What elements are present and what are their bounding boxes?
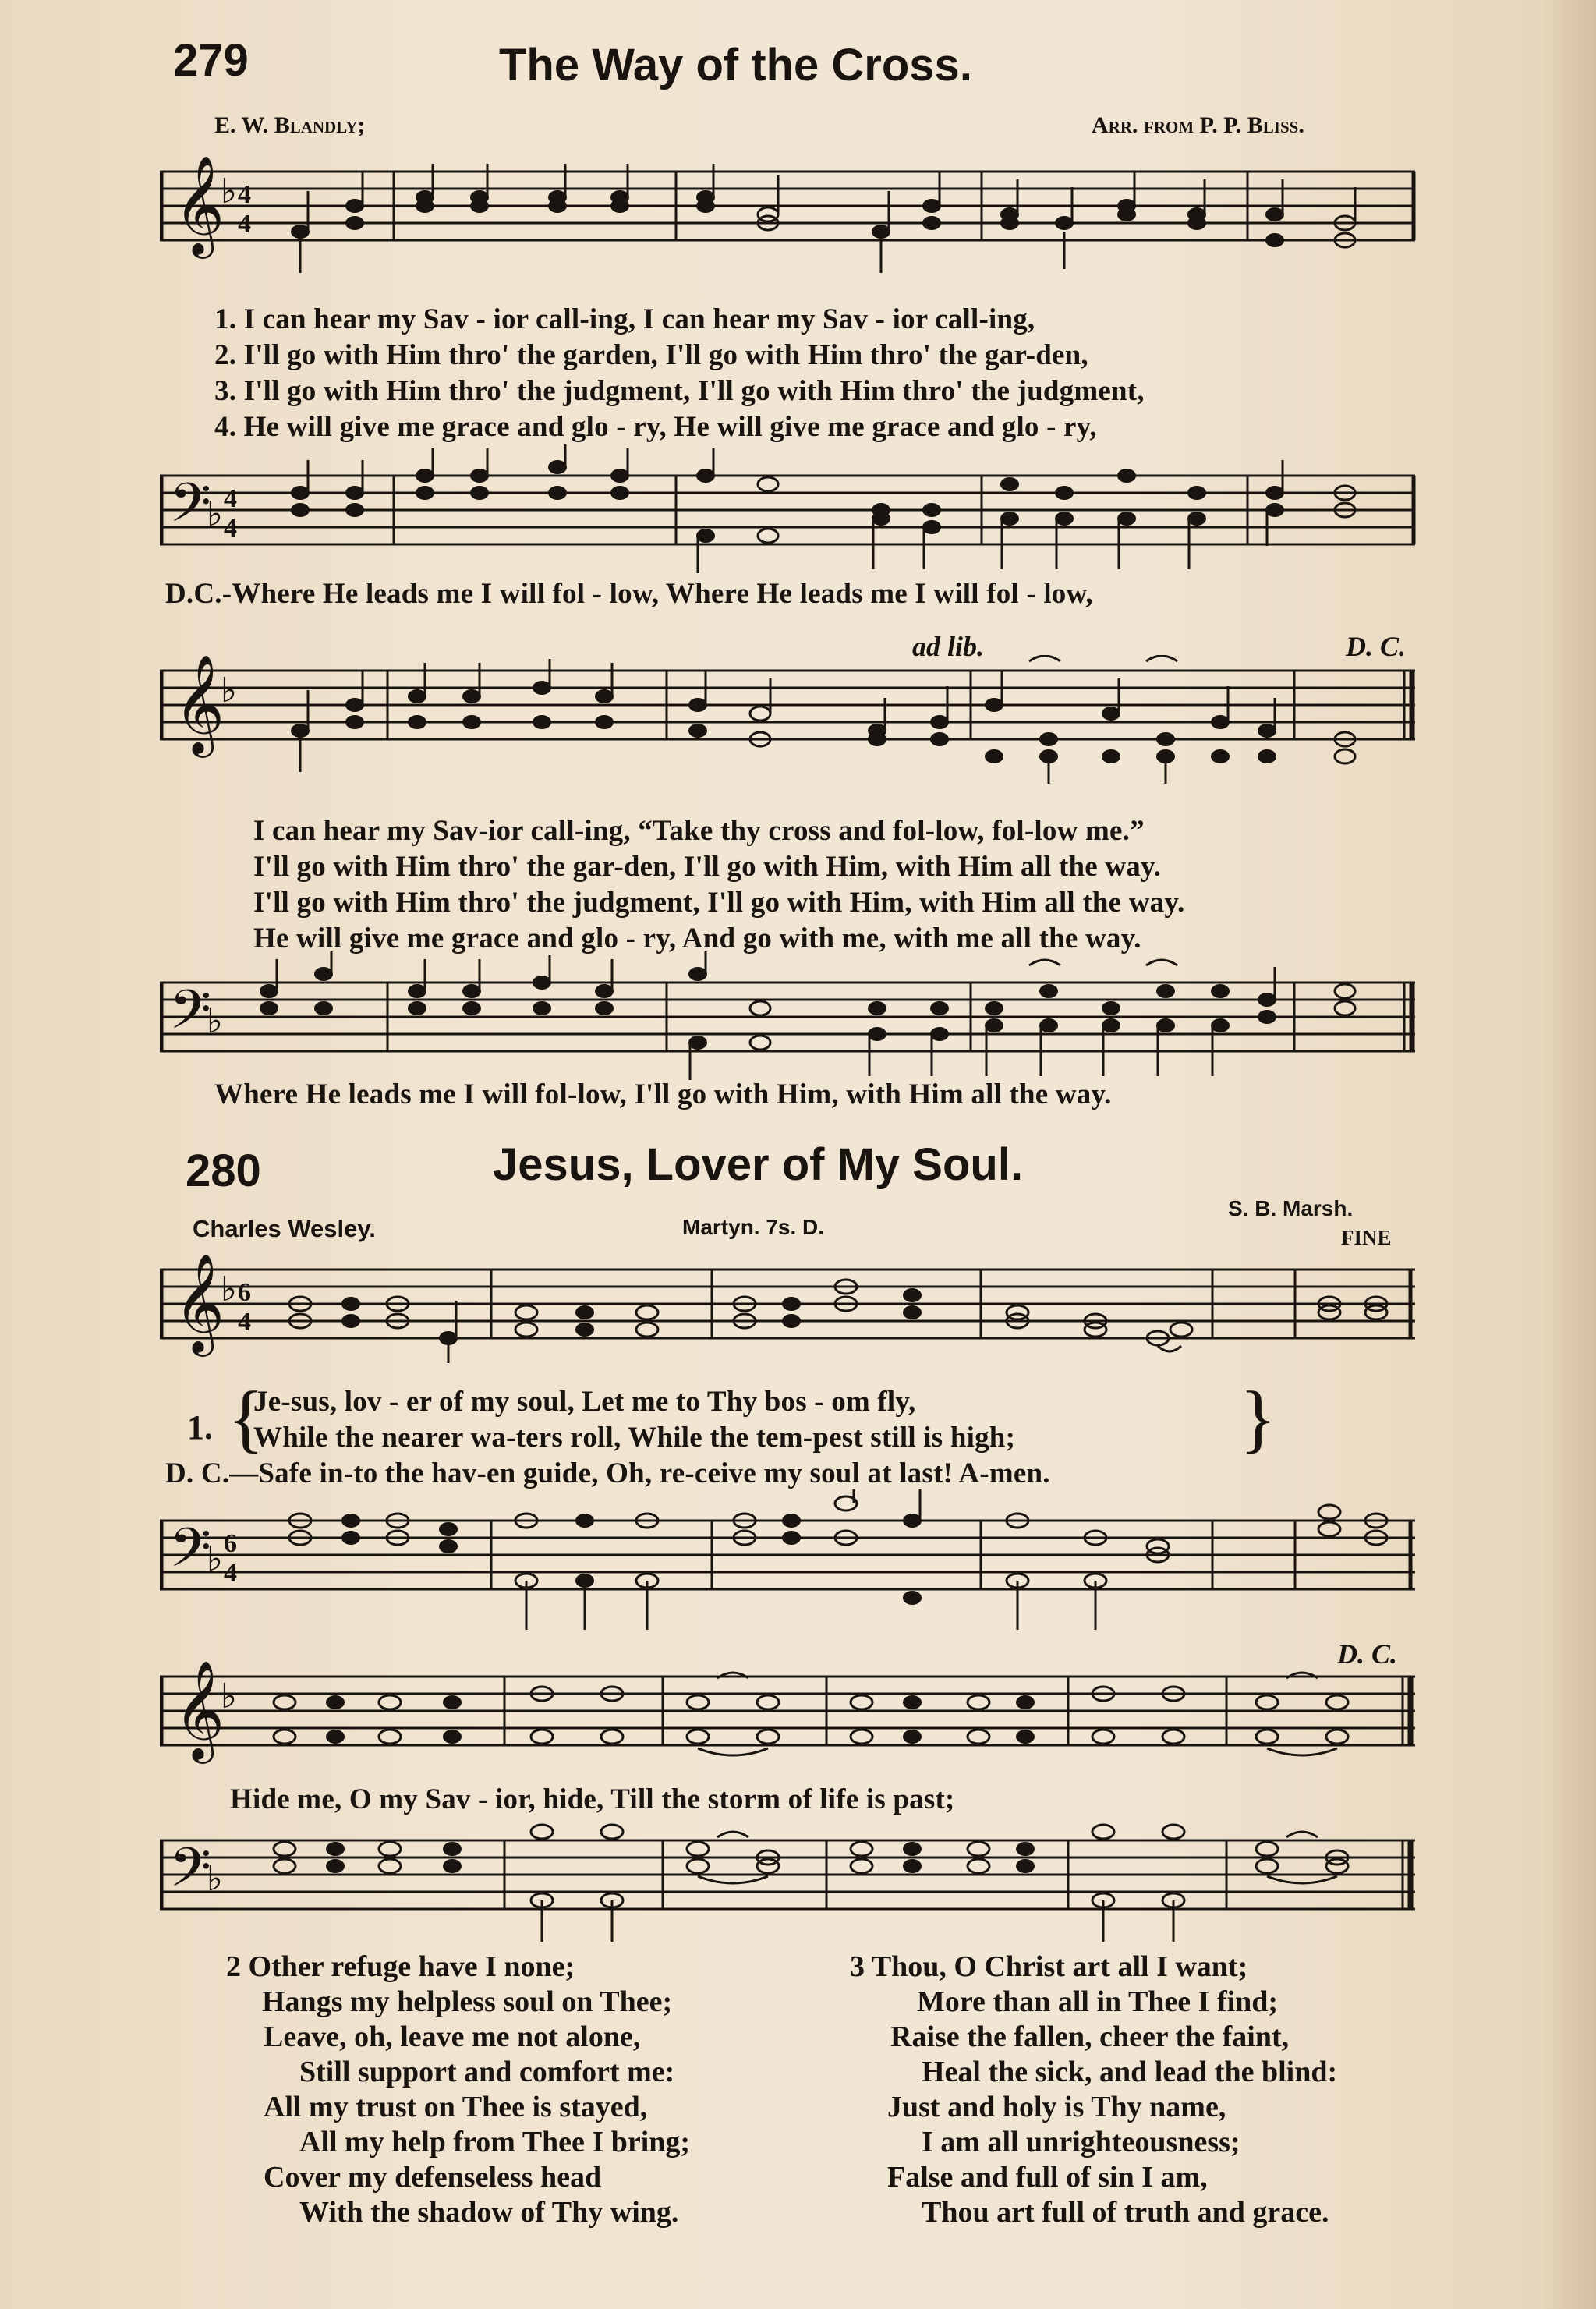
verse-2-line: With the shadow of Thy wing. (299, 2196, 679, 2229)
svg-text:♭: ♭ (221, 1270, 237, 1309)
verse-3-line: Heal the sick, and lead the blind: (922, 2056, 1338, 2088)
hymn-279-author: E. W. Blandly; (214, 112, 366, 138)
svg-text:♭: ♭ (221, 1677, 237, 1716)
hymn-280-verse-2 (226, 1950, 690, 2230)
hymn-279-system1-bass-staff (160, 444, 1427, 581)
hymn-280-s1-lyric-2: While the nearer wa-ters roll, While the tem-pest still is high; (253, 1422, 1016, 1454)
svg-text:𝄢: 𝄢 (169, 978, 212, 1054)
verse-3-line: I am all unrighteousness; (922, 2126, 1240, 2158)
hymn-280-dc-lyric: D. C.—Safe in-to the hav-en guide, Oh, re-ceive my soul at last! A-men. (165, 1457, 1050, 1489)
svg-text:𝄞: 𝄞 (174, 1254, 225, 1352)
hymn-279-s1-lyric-1: 1. I can hear my Sav - ior call-ing, I can hear my Sav - ior call-ing, (214, 303, 1035, 335)
hymn-279-system2-bass-staff (160, 951, 1427, 1092)
hymn-279-title: The Way of the Cross. (499, 40, 972, 90)
verse-2-line: Leave, oh, leave me not alone, (264, 2020, 641, 2053)
verse-2-line: 2 Other refuge have I none; (226, 1950, 575, 1983)
svg-text:♭: ♭ (207, 1859, 223, 1899)
svg-text:♭: ♭ (207, 1001, 223, 1041)
page-edge-shadow (1541, 0, 1596, 2309)
svg-text:♭: ♭ (207, 1539, 223, 1579)
svg-text:𝄢: 𝄢 (169, 1836, 212, 1912)
verse-2-line: Still support and comfort me: (299, 2056, 675, 2088)
verse-3-line: Just and holy is Thy name, (887, 2091, 1226, 2123)
hymn-280-system2-treble-staff (160, 1661, 1427, 1778)
hymn-280-right-brace: } (1240, 1376, 1277, 1461)
hymn-279-s2-bass-lyric: Where He leads me I will fol-low, I'll go with Him, with Him all the way. (214, 1078, 1112, 1110)
svg-text:♭: ♭ (207, 494, 223, 534)
hymn-280-left-brace: { (228, 1376, 265, 1461)
hymn-279-s1-lyric-3: 3. I'll go with Him thro' the judgment, I'll go with Him thro' the judgment, (214, 375, 1145, 407)
svg-text:6: 6 (238, 1278, 251, 1307)
hymn-279-dc-marking: D. C. (1346, 631, 1407, 662)
svg-text:♭: ♭ (221, 671, 237, 710)
verse-2-line: All my trust on Thee is stayed, (264, 2091, 648, 2123)
svg-text:♭: ♭ (221, 172, 237, 211)
hymn-279-arranger: Arr. from P. P. Bliss. (1092, 112, 1304, 138)
verse-2-line: Hangs my helpless soul on Thee; (262, 1985, 673, 2018)
hymn-280-fine: FINE (1341, 1226, 1392, 1249)
verse-2-line: Cover my defenseless head (264, 2161, 602, 2194)
hymn-280-title: Jesus, Lover of My Soul. (493, 1139, 1024, 1190)
hymn-280-number: 280 (186, 1146, 261, 1196)
hymn-280-composer: S. B. Marsh. (1228, 1196, 1354, 1220)
svg-text:6: 6 (224, 1529, 237, 1558)
hymn-279-s2-lyric-1: I can hear my Sav-ior call-ing, “Take thy cross and fol-low, fol-low me.” (253, 815, 1145, 847)
svg-text:𝄞: 𝄞 (174, 1661, 225, 1759)
hymn-280-s2-lyric: Hide me, O my Sav - ior, hide, Till the storm of life is past; (230, 1783, 955, 1815)
hymn-280-tune: Martyn. 7s. D. (682, 1215, 825, 1239)
svg-text:4: 4 (224, 514, 237, 543)
verse-3-line: More than all in Thee I find; (917, 1985, 1279, 2018)
hymn-280-system2-bass-staff (160, 1809, 1427, 1950)
hymn-279-s1-dc-lyric: D.C.-Where He leads me I will fol - low, Where He leads me I will fol - low, (165, 578, 1093, 610)
svg-text:4: 4 (224, 484, 237, 513)
svg-text:4: 4 (238, 1308, 251, 1337)
hymn-280-dc-marking: D. C. (1337, 1638, 1398, 1670)
hymn-279-system1-treble-staff (160, 156, 1427, 281)
svg-text:𝄞: 𝄞 (174, 655, 225, 753)
hymn-279-s1-lyric-2: 2. I'll go with Him thro' the garden, I'll go with Him thro' the gar-den, (214, 339, 1088, 371)
hymn-279-ad-lib: ad lib. (912, 631, 985, 662)
svg-text:4: 4 (238, 180, 251, 209)
verse-3-line: Thou art full of truth and grace. (922, 2196, 1329, 2229)
hymn-280-verse-number: 1. (187, 1408, 213, 1447)
svg-text:𝄞: 𝄞 (174, 156, 225, 254)
hymn-280-system1-bass-staff (160, 1489, 1427, 1638)
hymn-279-s2-lyric-4: He will give me grace and glo - ry, And go with me, with me all the way. (253, 923, 1141, 954)
svg-text:𝄢: 𝄢 (169, 1516, 212, 1592)
hymn-280-s1-lyric-1: Je-sus, lov - er of my soul, Let me to Thy bos - om fly, (253, 1386, 916, 1418)
hymn-280-system1-treble-staff (160, 1254, 1427, 1371)
verse-3-line: Raise the fallen, cheer the faint, (890, 2020, 1290, 2053)
hymn-279-number: 279 (173, 35, 249, 86)
svg-text:4: 4 (238, 210, 251, 239)
hymn-279-s2-lyric-3: I'll go with Him thro' the judgment, I'll go with Him, with Him all the way. (253, 887, 1185, 919)
svg-text:𝄢: 𝄢 (169, 471, 212, 547)
svg-text:4: 4 (224, 1559, 237, 1588)
hymn-279-system2-treble-staff (160, 655, 1427, 788)
hymn-280-author: Charles Wesley. (193, 1215, 376, 1242)
verse-3-line: 3 Thou, O Christ art all I want; (850, 1950, 1248, 1983)
verse-3-line: False and full of sin I am, (887, 2161, 1208, 2194)
hymn-279-s2-lyric-2: I'll go with Him thro' the gar-den, I'll go with Him, with Him all the way. (253, 851, 1162, 883)
hymn-279-s1-lyric-4: 4. He will give me grace and glo - ry, He will give me grace and glo - ry, (214, 411, 1097, 443)
hymn-280-verse-3 (850, 1950, 1337, 2230)
verse-2-line: All my help from Thee I bring; (299, 2126, 691, 2158)
